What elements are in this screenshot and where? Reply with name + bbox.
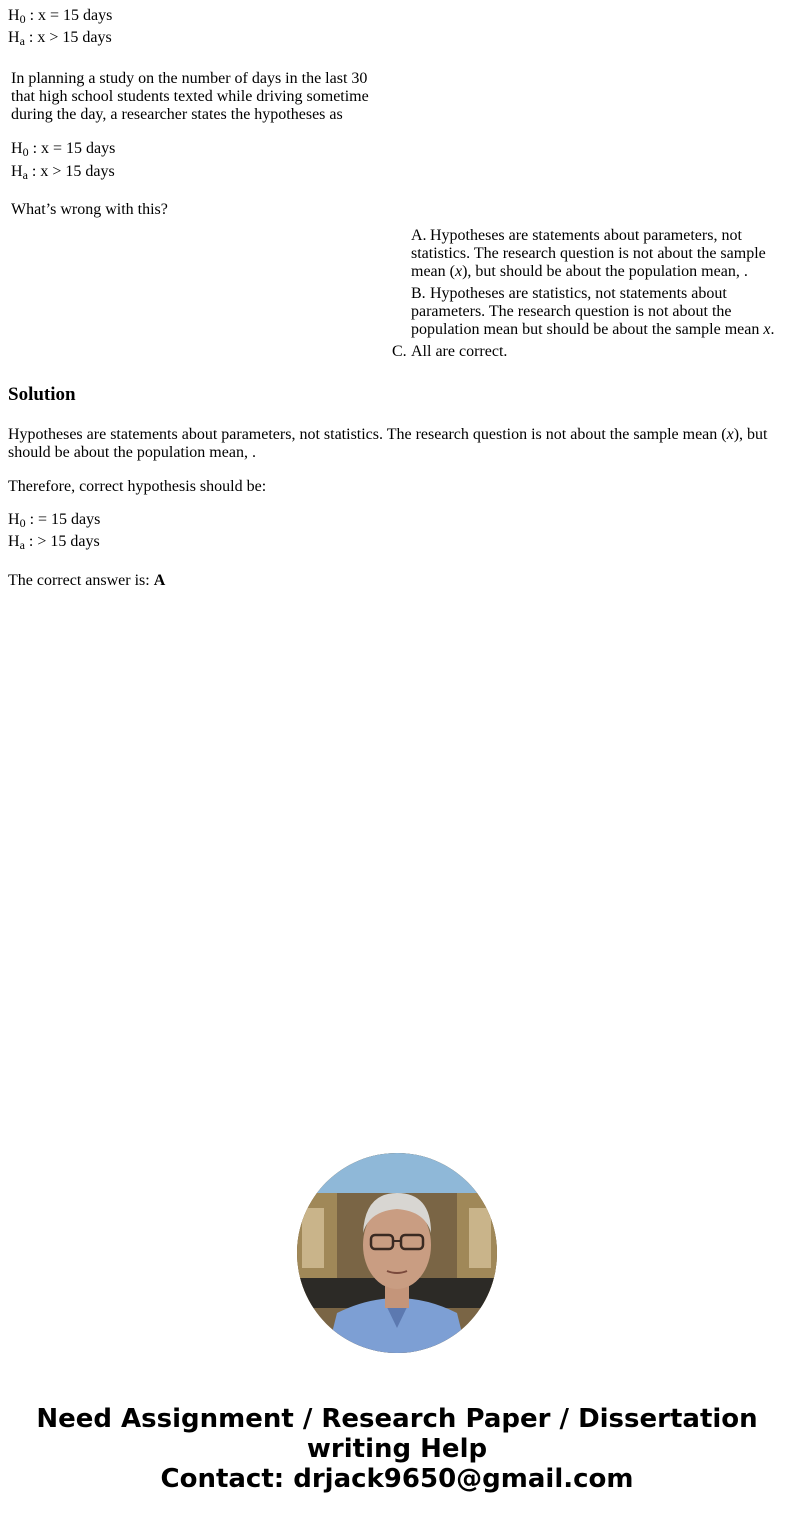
ha-subscript: a [19,34,25,48]
correct-answer-label: The correct answer is: [8,572,154,589]
h0-symbol: H [8,7,20,24]
correct-answer-value: A [153,572,166,589]
footer-contact-email[interactable]: Contact: drjack9650@gmail.com [160,1464,634,1494]
ha-subscript: a [19,538,25,552]
h0-subscript: 0 [22,145,29,159]
solution-heading: Solution [8,384,76,405]
option-c[interactable] [392,343,782,361]
top-hypothesis-alt [8,29,112,51]
option-b[interactable] [392,285,782,339]
ha-symbol: H [11,163,23,180]
option-b-text [411,285,782,339]
author-photo [297,1153,497,1353]
option-a-text-part1: Hypotheses are statements about parameters, not statistics. The research question is not about the sample mean ( [411,227,766,280]
h0-text: : = 15 days [25,511,101,528]
option-b-text-part1: Hypotheses are statistics, not statements about parameters. The research question is not about the population mean but should be about the sample mean [411,285,764,338]
solution-hypothesis-null [8,511,100,533]
solution-explanation [8,426,778,462]
option-b-text-part2: . [770,321,775,338]
ha-text: : > 15 days [24,533,100,550]
question-hypothesis-null [11,140,115,162]
h0-symbol: H [8,511,20,528]
option-a-text [411,227,782,281]
author-portrait-icon [297,1153,497,1353]
solution-therefore: Therefore, correct hypothesis should be: [8,478,267,495]
ha-symbol: H [8,533,20,550]
h0-text: : x = 15 days [28,140,116,157]
option-a-sample-mean: x [454,263,463,280]
option-b-letter: B. [411,285,426,302]
h0-subscript: 0 [19,12,26,26]
h0-subscript: 0 [19,516,26,530]
option-c-text: All are correct. [411,343,508,360]
solution-explanation-part1: Hypotheses are statements about parameters, not statistics. The research question is not about the sample mean ( [8,426,727,443]
footer-line-2: writing Help [306,1434,488,1464]
solution-hypothesis-alt [8,533,100,555]
h0-symbol: H [11,140,23,157]
question-intro: In planning a study on the number of days in the last 30 that high school students texted while driving sometime during the day, a researcher states the hypotheses as [11,70,369,123]
contact-footer [0,1404,794,1494]
ha-subscript: a [22,168,28,182]
option-b-sample-mean: x [763,321,771,338]
question-hypothesis-alt [11,163,115,185]
ha-symbol: H [8,29,20,46]
solution-sample-mean: x [726,426,734,443]
option-a[interactable] [392,227,782,281]
footer-line-1: Need Assignment / Research Paper / Dissertation [36,1404,758,1434]
ha-text: : x > 15 days [27,163,115,180]
ha-text: : x > 15 days [24,29,112,46]
correct-answer [8,572,165,590]
option-c-letter: C. [392,343,407,360]
option-a-text-part2: ), but should be about the population mean, . [462,263,748,280]
solution-explanation-part2: ), but should be about the population mean, . [8,426,768,461]
question-prompt: What’s wrong with this? [11,201,168,218]
option-a-letter: A. [411,227,427,244]
top-hypothesis-null [8,7,112,29]
h0-text: : x = 15 days [25,7,113,24]
